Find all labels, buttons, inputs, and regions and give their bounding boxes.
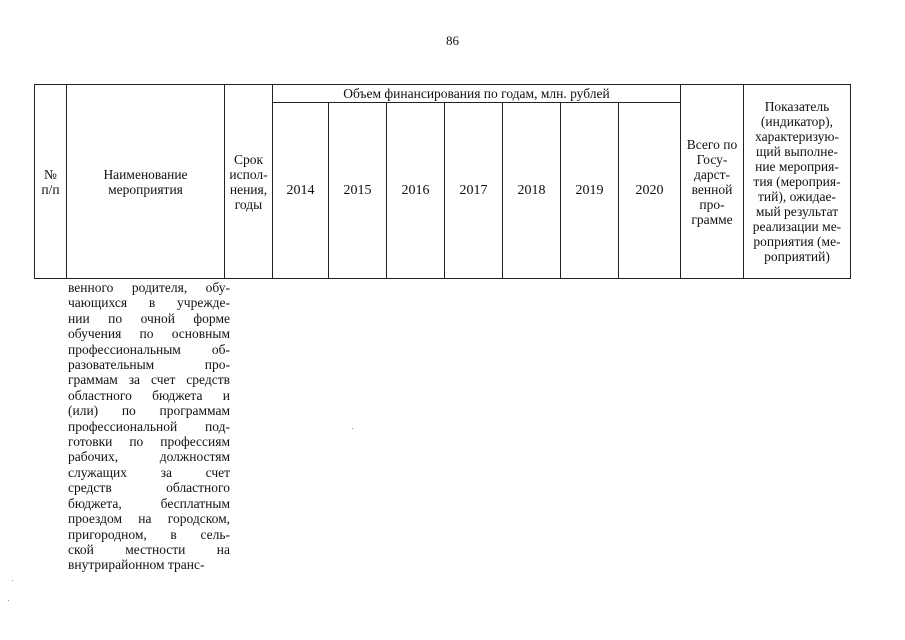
text-line: проездом на городском, bbox=[68, 511, 230, 527]
text-line: профессиональной под- bbox=[68, 418, 230, 434]
table-header bbox=[34, 84, 851, 279]
scan-speck bbox=[12, 580, 13, 581]
text-line: готовки по профессиям bbox=[68, 434, 230, 450]
year-header-2014: 2014 bbox=[273, 103, 329, 279]
text-line: разовательным про- bbox=[68, 357, 230, 373]
text-line: ской местности на bbox=[68, 541, 230, 557]
scan-speck bbox=[8, 600, 9, 601]
year-header-2019: 2019 bbox=[561, 103, 619, 279]
year-header-2017: 2017 bbox=[445, 103, 503, 279]
text-line: пригородном, в сель- bbox=[68, 526, 230, 542]
text-line: внутрирайонном транс- bbox=[68, 557, 205, 573]
page-number: 86 bbox=[446, 33, 459, 48]
column-indicator-header: Показатель (индикатор), характеризую- щий выполне- ние мероприя- тия (мероприя- тий), ожидае- мый результат реализации ме- роприятия (ме- роприятий) bbox=[744, 85, 851, 279]
year-header-2016: 2016 bbox=[387, 103, 445, 279]
text-line: (или) по программам bbox=[68, 403, 230, 419]
text-line: служащих за счет bbox=[68, 464, 230, 480]
text-line: профессиональным об- bbox=[68, 341, 230, 357]
year-header-2018: 2018 bbox=[503, 103, 561, 279]
text-line: нии по очной форме bbox=[68, 310, 230, 326]
year-header-2015: 2015 bbox=[329, 103, 387, 279]
funding-group-header: Объем финансирования по годам, млн. рублей bbox=[273, 85, 681, 103]
text-line: венного родителя, обу- bbox=[68, 280, 230, 295]
measure-description bbox=[68, 280, 230, 573]
column-number-header: № п/п bbox=[35, 85, 67, 279]
text-line: средств областного bbox=[68, 480, 230, 496]
text-line: бюджета, бесплатным bbox=[68, 495, 230, 511]
text-line: рабочих, должностям bbox=[68, 449, 230, 465]
text-line: областного бюджета и bbox=[68, 387, 230, 403]
column-name-header: Наименование мероприятия bbox=[67, 85, 225, 279]
text-line: обучения по основным bbox=[68, 326, 230, 342]
year-header-2020: 2020 bbox=[619, 103, 681, 279]
text-line: чающихся в учрежде- bbox=[68, 295, 230, 311]
column-term-header: Срок испол- нения, годы bbox=[225, 85, 273, 279]
text-line: граммам за счет средств bbox=[68, 372, 230, 388]
column-total-header: Всего по Госу- дарст- венной про- грамме bbox=[681, 85, 744, 279]
scan-speck bbox=[352, 428, 353, 429]
